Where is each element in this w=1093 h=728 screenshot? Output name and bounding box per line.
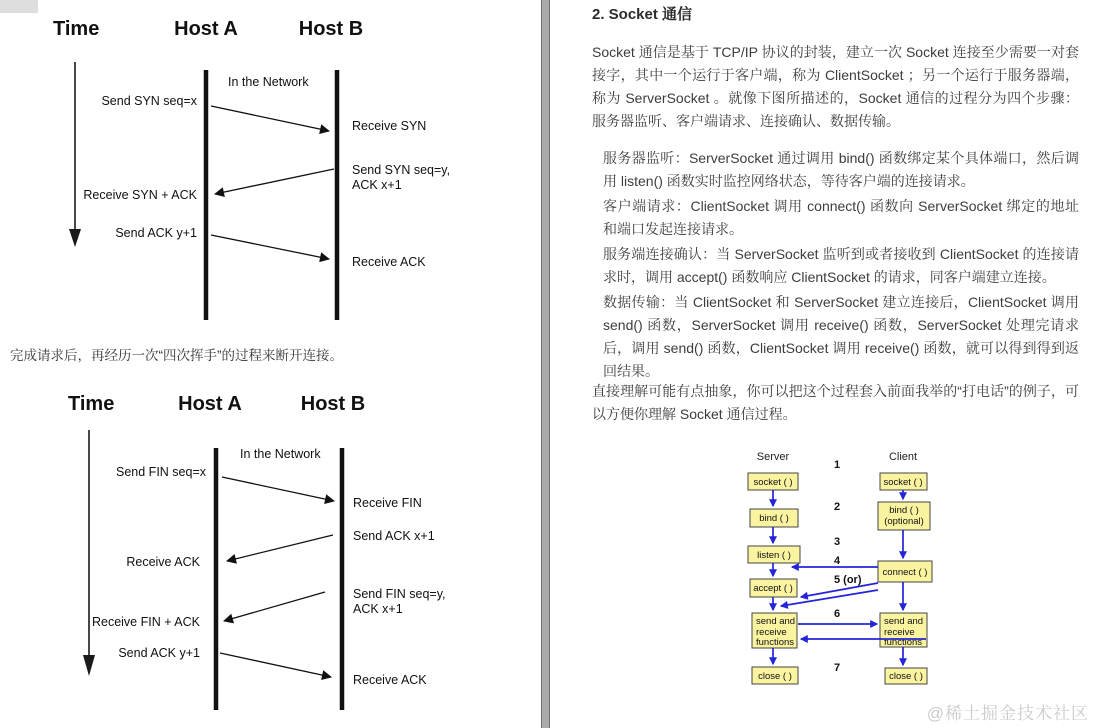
ack-x1-arrow (227, 535, 333, 561)
server-send-receive-line1: send and (756, 616, 796, 627)
receive-syn-label: Receive SYN (352, 119, 427, 133)
send-fin-label: Send FIN seq=x (116, 465, 206, 479)
synack-arrow (215, 169, 334, 194)
server-listen-label: listen ( ) (757, 550, 791, 561)
receive-fin-label: Receive FIN (353, 496, 422, 510)
step-connection-confirm: 服务端连接确认：当 ServerSocket 监听到或者接收到 ClientSocket 的连接请求时，调用 accept() 函数响应 ClientSocket 的请求，同客户端建立连接。 (603, 246, 1079, 285)
time-axis-arrowhead-icon (83, 655, 95, 676)
client-close-label: close ( ) (889, 671, 923, 682)
server-close-label: close ( ) (758, 671, 792, 682)
receive-synack-label: Receive SYN + ACK (83, 188, 197, 202)
host-a-label: Host A (178, 393, 242, 415)
step-number-4: 4 (834, 555, 841, 567)
host-b-label: Host B (300, 393, 366, 415)
receive-finack-label: Receive FIN + ACK (91, 615, 200, 629)
server-send-receive-line2: receive (756, 627, 787, 638)
syn-arrow (211, 106, 329, 131)
time-axis-label: Time (53, 18, 100, 40)
server-accept-label: accept ( ) (753, 583, 793, 594)
step-data-transfer: 数据传输：当 ClientSocket 和 ServerSocket 建立连接后，ClientSocket 调用 send() 函数，ServerSocket 调用 receive() 函数，ServerSocket 处理完请求后，调用 send() 函数，ClientSocket 调用 receive() 函数，就可以得到得到返回结果。 (603, 294, 1079, 379)
step-number-2: 2 (834, 501, 841, 513)
client-column-label: Client (888, 451, 918, 463)
server-send-receive-line3: functions (756, 637, 795, 648)
ack-y1-arrow (220, 653, 331, 677)
step-number-3: 3 (834, 536, 841, 548)
fin-arrow (222, 477, 334, 501)
ack-arrow (211, 235, 329, 259)
host-a-label: Host A (174, 18, 238, 40)
section-heading: 2. Socket 通信 (592, 6, 693, 23)
intro-paragraph: Socket 通信是基于 TCP/IP 协议的封装，建立一次 Socket 连接至少需要一对套接字，其中一个运行于客户端，称为 ClientSocket ；另一个运行于服务器端，称为 ServerSocket 。就像下图所描述的，Socket 通信的过程分为四个步骤：服务器监听、客户端请求、连接确认、数据传输。 (592, 44, 1079, 129)
client-bind-label-line1: bind ( ) (889, 505, 919, 516)
server-socket-label: socket ( ) (753, 477, 793, 488)
time-axis-arrowhead-icon (69, 229, 81, 247)
send-ack-label: Send ACK y+1 (115, 226, 197, 240)
finack-arrow (224, 592, 325, 621)
send-synack-label-line2: ACK x+1 (352, 178, 402, 192)
receive-ack-label: Receive ACK (126, 555, 200, 569)
time-axis-label: Time (68, 393, 115, 415)
server-column-label: Server (756, 451, 790, 463)
step-server-listen: 服务器监听：ServerSocket 通过调用 bind() 函数绑定某个具体端口，然后调用 listen() 函数实时监控网络状态，等待客户端的连接请求。 (603, 150, 1079, 189)
server-bind-label: bind ( ) (759, 513, 789, 524)
host-b-label: Host B (298, 18, 364, 40)
receive-ack-label: Receive ACK (352, 255, 426, 269)
client-socket-label: socket ( ) (883, 477, 923, 488)
socket-api-flow-diagram (700, 443, 1020, 698)
send-finack-label-line1: Send FIN seq=y, (353, 587, 446, 601)
send-synack-label-line1: Send SYN seq=y, (352, 163, 451, 177)
step-number-1: 1 (834, 459, 841, 471)
step-number-6: 6 (834, 608, 841, 620)
send-ack-y1-label: Send ACK y+1 (118, 646, 200, 660)
tcp-four-way-wave-diagram (0, 378, 545, 728)
step-number-7: 7 (834, 662, 841, 674)
network-label: In the Network (228, 75, 309, 89)
step-client-request: 客户端请求：ClientSocket 调用 connect() 函数向 ServerSocket 绑定的地址和端口发起连接请求。 (603, 198, 1079, 237)
network-label: In the Network (240, 447, 321, 461)
receive-ack-final-label: Receive ACK (353, 673, 427, 687)
watermark: @稀土掘金技术社区 (926, 704, 1089, 723)
client-connect-label: connect ( ) (882, 567, 928, 578)
tcp-three-way-handshake-diagram (0, 0, 545, 345)
page-divider (541, 0, 550, 728)
client-send-receive-line2: receive (884, 627, 915, 638)
send-ack-x1-label: Send ACK x+1 (353, 529, 435, 543)
step-number-5: 5 (or) (834, 574, 862, 586)
send-syn-label: Send SYN seq=x (101, 94, 197, 108)
four-way-wave-caption: 完成请求后，再经历一次“四次挥手”的过程来断开连接。 (10, 348, 343, 363)
closing-paragraph: 直接理解可能有点抽象，你可以把这个过程套入前面我举的“打电话”的例子，可以方便你理解 Socket 通信过程。 (592, 383, 1079, 422)
client-send-receive-line1: send and (884, 616, 924, 627)
client-send-receive-line3: functions (884, 637, 923, 648)
send-finack-label-line2: ACK x+1 (353, 602, 403, 616)
client-bind-label-line2: (optional) (884, 516, 924, 527)
